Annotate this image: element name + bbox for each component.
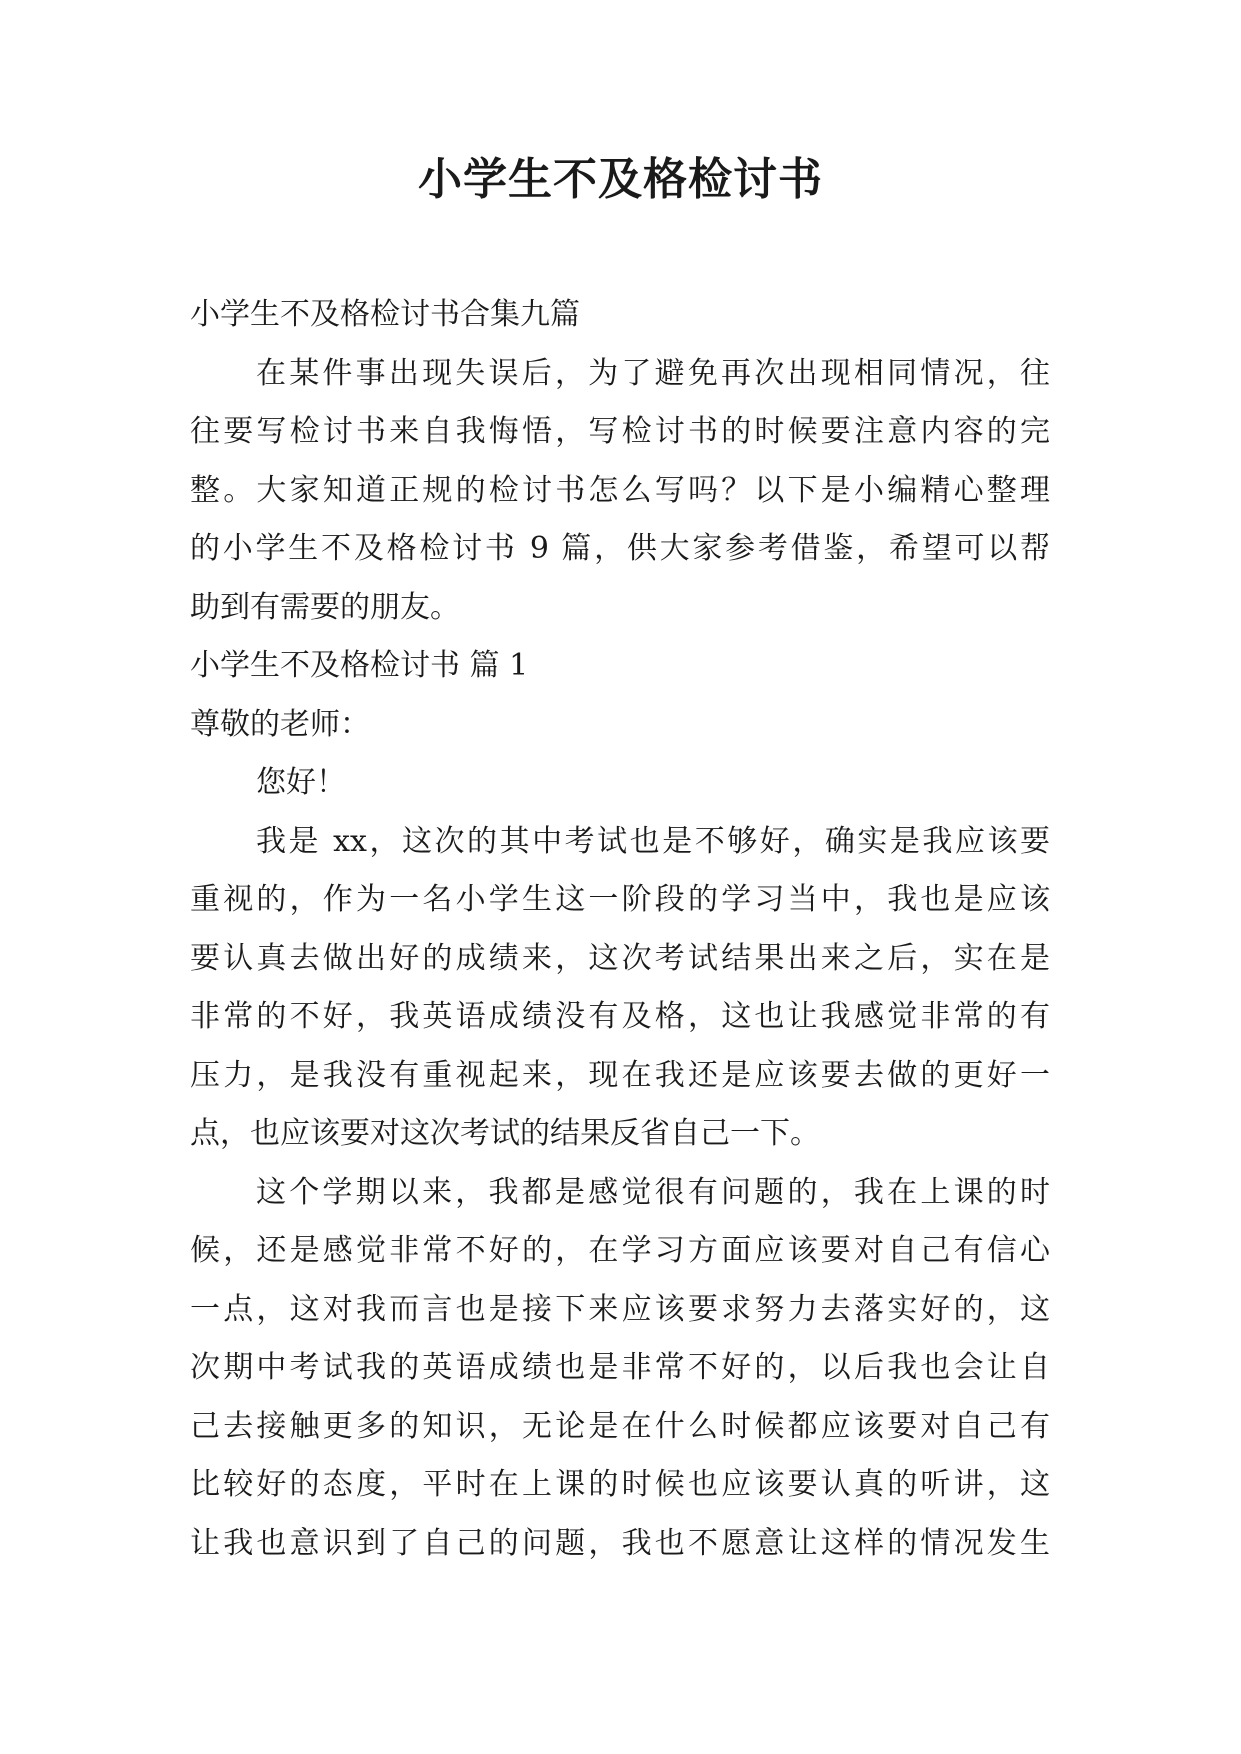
intro-paragraph-line: 往要写检讨书来自我悔悟，写检讨书的时候要注意内容的完 xyxy=(190,414,1050,449)
body-paragraph-line: 候，还是感觉非常不好的，在学习方面应该要对自己有信心 xyxy=(190,1233,1050,1268)
document-body xyxy=(190,286,1050,1573)
salutation: 尊敬的老师： xyxy=(190,706,370,742)
greeting: 您好！ xyxy=(256,765,346,800)
body-paragraph-line: 压力，是我没有重视起来，现在我还是应该要去做的更好一 xyxy=(190,1057,1050,1093)
body-paragraph-line: 这个学期以来，我都是感觉很有问题的，我在上课的时 xyxy=(256,1174,1050,1210)
body-paragraph-line: 一点，这对我而言也是接下来应该要求努力去落实好的，这 xyxy=(190,1291,1050,1327)
document-title: 小学生不及格检讨书 xyxy=(418,154,823,205)
body-paragraph-line: 点，也应该要对这次考试的结果反省自己一下。 xyxy=(190,1116,820,1151)
body-paragraph-line: 让我也意识到了自己的问题，我也不愿意让这样的情况发生 xyxy=(190,1525,1050,1561)
intro-paragraph-line: 整。大家知道正规的检讨书怎么写吗？以下是小编精心整理 xyxy=(190,472,1050,508)
intro-paragraph-line: 在某件事出现失误后，为了避免再次出现相同情况，往 xyxy=(256,355,1050,391)
intro-paragraph-line: 的小学生不及格检讨书 9 篇，供大家参考借鉴，希望可以帮 xyxy=(190,531,1050,566)
intro-paragraph-line: 助到有需要的朋友。 xyxy=(190,589,460,625)
body-paragraph-line: 我是 xx，这次的其中考试也是不够好，确实是我应该要 xyxy=(256,823,1050,859)
body-paragraph-line: 非常的不好，我英语成绩没有及格，这也让我感觉非常的有 xyxy=(190,999,1050,1034)
body-paragraph-line: 己去接触更多的知识，无论是在什么时候都应该要对自己有 xyxy=(190,1408,1050,1444)
subtitle-line: 小学生不及格检讨书合集九篇 xyxy=(190,297,580,332)
section-heading: 小学生不及格检讨书 篇 1 xyxy=(190,648,529,683)
body-paragraph-line: 重视的，作为一名小学生这一阶段的学习当中，我也是应该 xyxy=(190,882,1050,917)
body-paragraph-line: 次期中考试我的英语成绩也是非常不好的，以后我也会让自 xyxy=(190,1350,1050,1385)
body-paragraph-line: 要认真去做出好的成绩来，这次考试结果出来之后，实在是 xyxy=(190,940,1050,976)
body-paragraph-line: 比较好的态度，平时在上课的时候也应该要认真的听讲，这 xyxy=(190,1467,1050,1502)
